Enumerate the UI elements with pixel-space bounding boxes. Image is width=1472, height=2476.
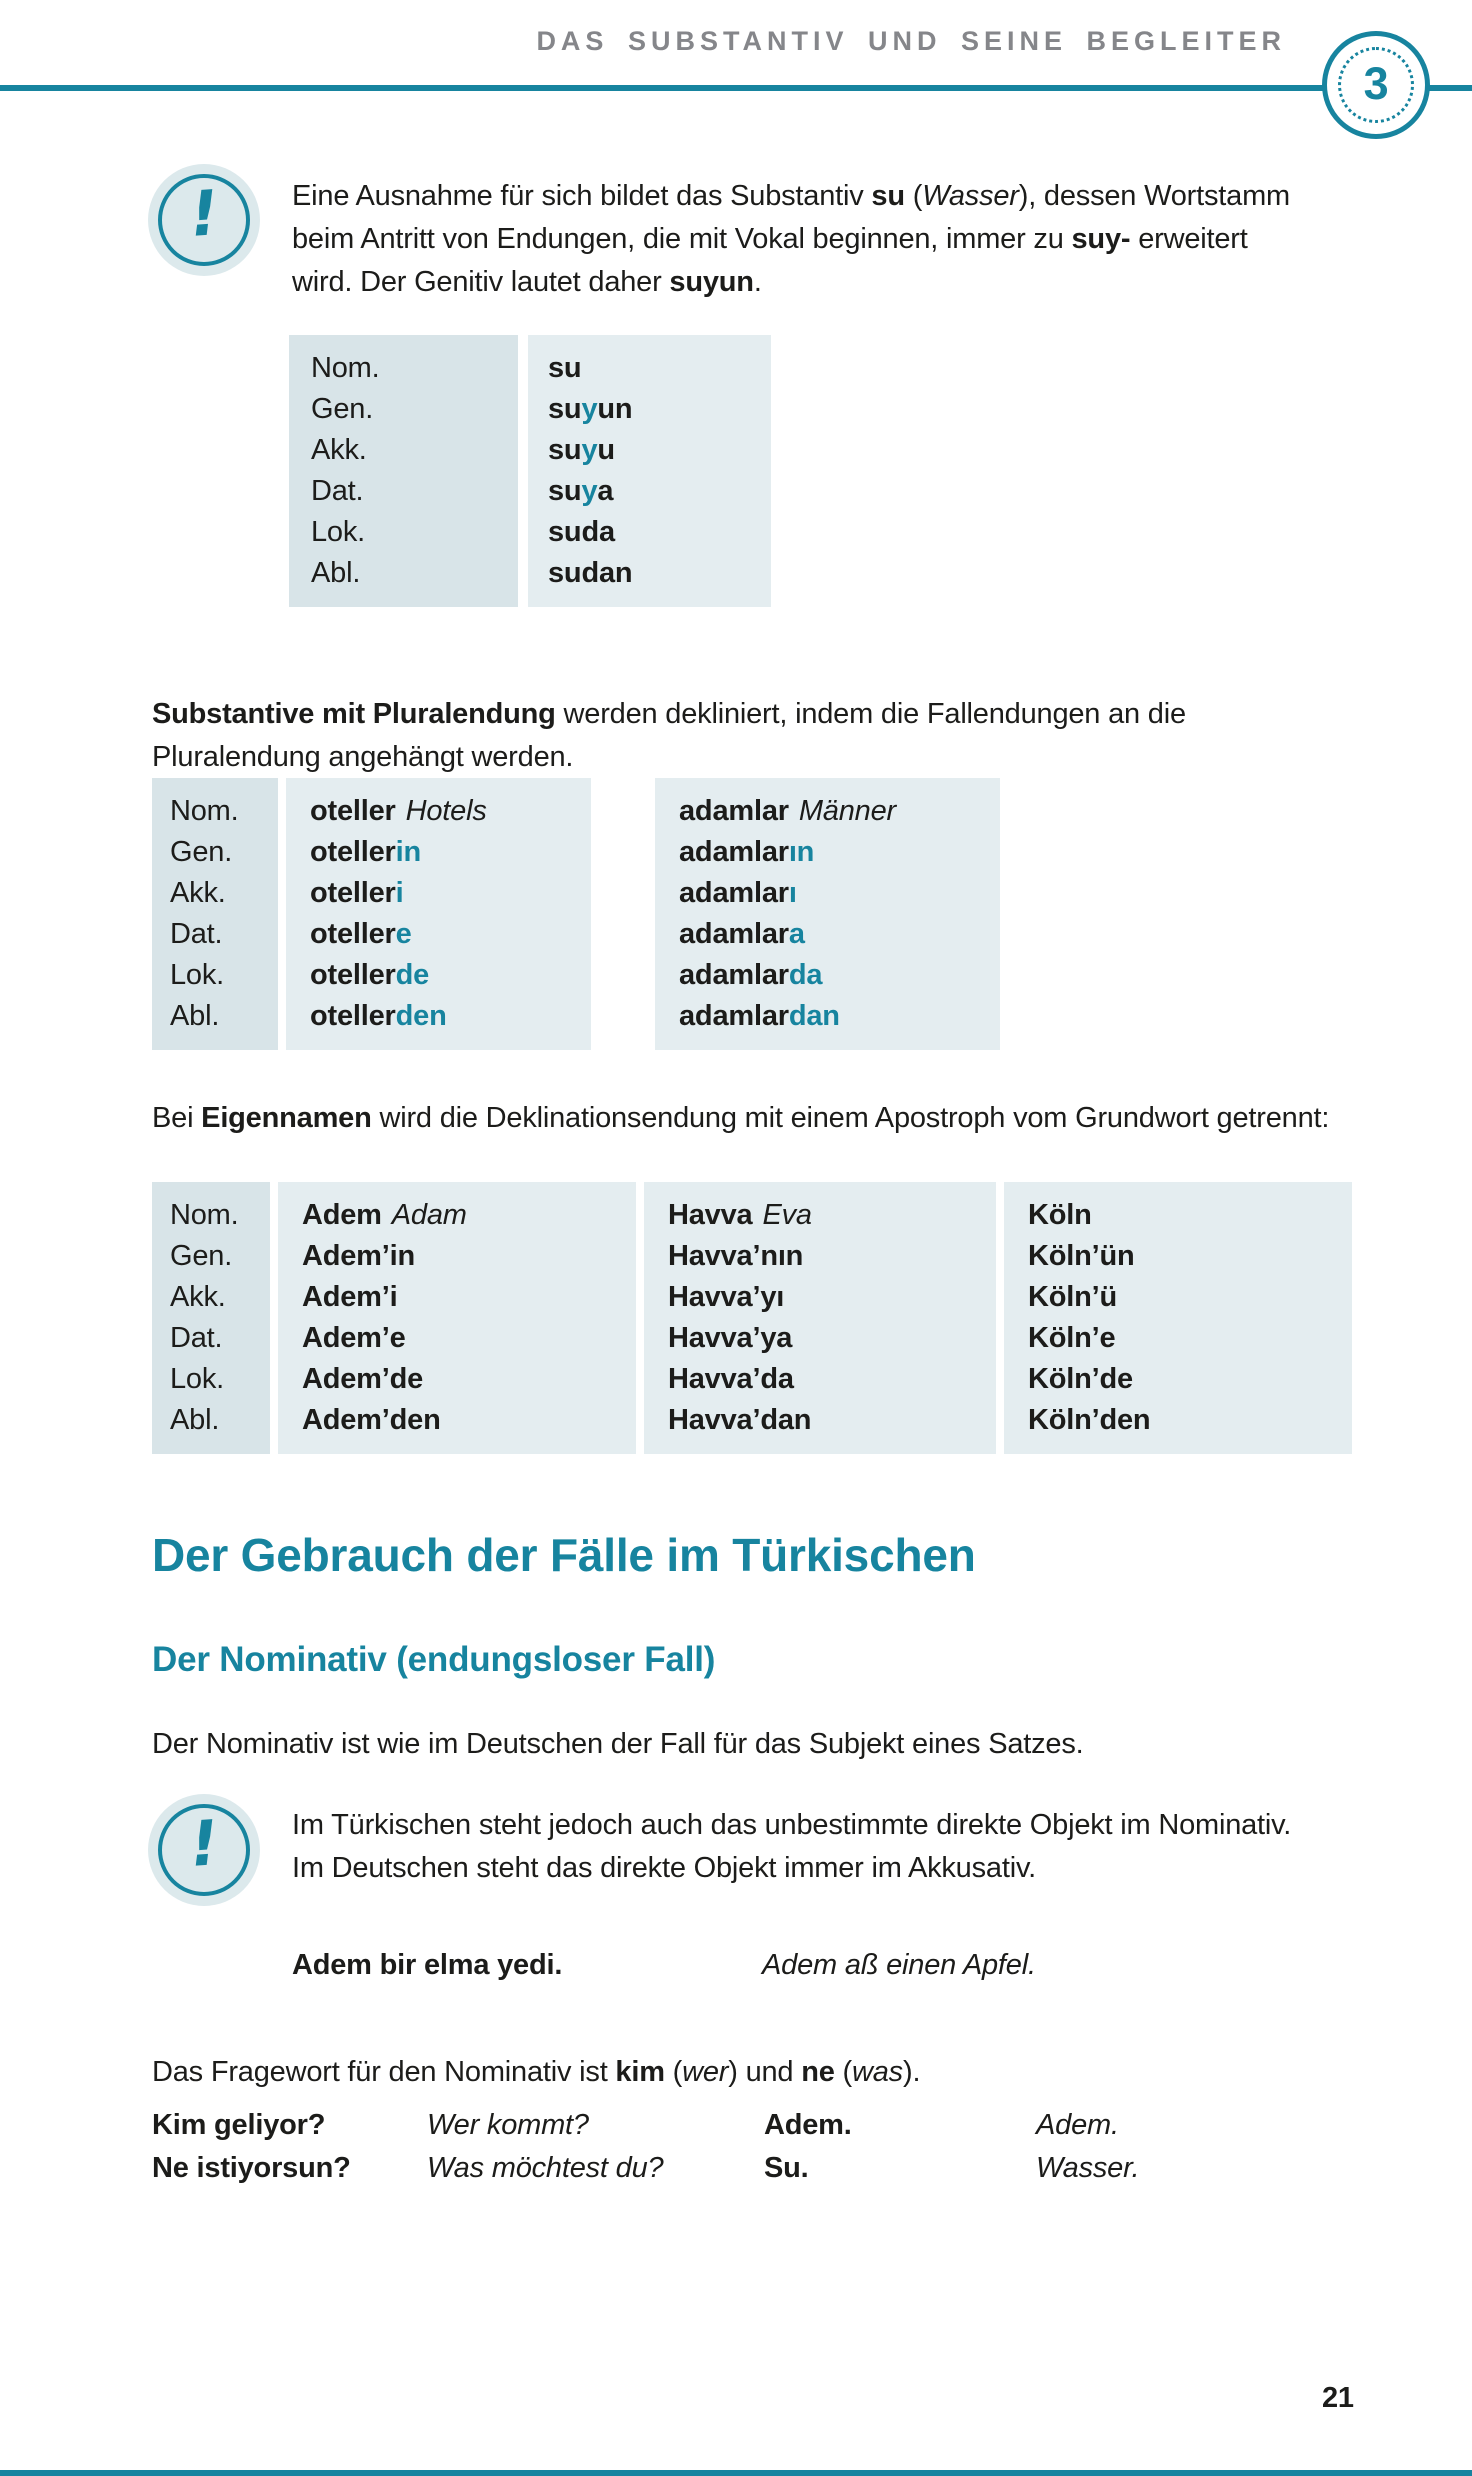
word-cell: Adem’den (302, 1404, 441, 1436)
paragraph-plural-rule: Substantive mit Pluralendung werden dekliniert, indem die Fallendungen an die Pluralendung angehängt werden. (152, 698, 1186, 773)
word-cell: otellerden (310, 1000, 447, 1032)
qa-german-question: Wer kommt? (427, 2109, 589, 2141)
word-cell: Havva’nın (668, 1240, 804, 1272)
word-column-koeln (1004, 1182, 1352, 1454)
word-column-adamlar (655, 778, 1000, 1050)
word-cell: adamlar Männer (679, 795, 896, 827)
subsection-heading: Der Nominativ (endungsloser Fall) (152, 1640, 716, 1679)
word-cell: su (548, 352, 582, 384)
qa-turkish-answer: Su. (764, 2152, 809, 2184)
qa-turkish-question: Ne istiyorsun? (152, 2152, 351, 2184)
case-label: Nom. (170, 1199, 239, 1231)
word-cell: Adem’i (302, 1281, 398, 1313)
word-cell: adamlardan (679, 1000, 840, 1032)
word-column-adem (278, 1182, 636, 1454)
example-german: Adem aß einen Apfel. (762, 1949, 1036, 1981)
case-label: Nom. (311, 352, 380, 384)
word-cell: Havva’yı (668, 1281, 785, 1313)
word-column-su (528, 335, 771, 607)
case-label: Lok. (311, 516, 366, 548)
word-column-oteller (286, 778, 591, 1050)
qa-german-answer: Wasser. (1036, 2152, 1140, 2184)
case-label: Dat. (170, 918, 223, 950)
case-label: Akk. (311, 434, 367, 466)
word-cell: Köln’de (1028, 1363, 1133, 1395)
header-rule (0, 85, 1472, 91)
word-cell: Köln’e (1028, 1322, 1116, 1354)
word-cell: Adem’de (302, 1363, 424, 1395)
case-label: Abl. (311, 557, 361, 589)
qa-turkish-answer: Adem. (764, 2109, 852, 2141)
word-cell: Havva Eva (668, 1199, 812, 1231)
word-column-havva (644, 1182, 996, 1454)
paragraph-nominativ-intro: Der Nominativ ist wie im Deutschen der Fall für das Subjekt eines Satzes. (152, 1728, 1084, 1760)
paragraph-question-words: Das Fragewort für den Nominativ ist kim (wer) und ne (was). (152, 2056, 921, 2088)
example-turkish: Adem bir elma yedi. (292, 1949, 563, 1981)
word-cell: Köln’ün (1028, 1240, 1135, 1272)
exclamation-icon (148, 1794, 260, 1906)
word-cell: adamların (679, 836, 815, 868)
case-label: Dat. (311, 475, 364, 507)
word-cell: otellerin (310, 836, 422, 868)
declension-table-plural (152, 778, 1000, 1050)
word-cell: adamlarda (679, 959, 823, 991)
qa-german-answer: Adem. (1036, 2109, 1119, 2141)
exclamation-glyph: ! (187, 176, 221, 251)
qa-example-table (152, 2104, 1402, 2190)
case-label: Gen. (170, 1240, 233, 1272)
exclamation-icon (148, 164, 260, 276)
word-cell: Adem’e (302, 1322, 406, 1354)
chapter-header-title: DAS SUBSTANTIV UND SEINE BEGLEITER (536, 26, 1286, 56)
declension-table-su (289, 335, 771, 607)
case-label-column (289, 335, 518, 607)
word-cell: Havva’da (668, 1363, 794, 1395)
case-label: Abl. (170, 1000, 220, 1032)
page-number: 21 (1322, 2382, 1354, 2414)
case-label-column (152, 778, 278, 1050)
example-sentence-row (762, 1944, 1036, 1987)
word-cell: suyu (548, 434, 615, 466)
case-label-column (152, 1182, 270, 1454)
chapter-number: 3 (1363, 58, 1389, 109)
chapter-number-badge (1322, 31, 1430, 139)
word-cell: otellere (310, 918, 412, 950)
exclamation-glyph: ! (187, 1806, 221, 1881)
word-cell: Adem Adam (302, 1199, 467, 1231)
declension-table-names (152, 1182, 1352, 1454)
word-cell: Köln’den (1028, 1404, 1151, 1436)
section-heading: Der Gebrauch der Fälle im Türkischen (152, 1529, 976, 1581)
qa-german-question: Was möchtest du? (427, 2152, 664, 2184)
word-cell: Adem’in (302, 1240, 415, 1272)
case-label: Lok. (170, 1363, 225, 1395)
word-cell: Köln (1028, 1199, 1092, 1231)
footer-rule (0, 2470, 1472, 2476)
word-cell: oteller Hotels (310, 795, 487, 827)
word-cell: Köln’ü (1028, 1281, 1118, 1313)
word-cell: suda (548, 516, 615, 548)
case-label: Dat. (170, 1322, 223, 1354)
word-cell: otellerde (310, 959, 430, 991)
case-label: Abl. (170, 1404, 220, 1436)
word-cell: suya (548, 475, 614, 507)
example-sentence-row (292, 1944, 562, 1987)
case-label: Lok. (170, 959, 225, 991)
case-label: Gen. (311, 393, 374, 425)
case-label: Gen. (170, 836, 233, 868)
note-text-su-exception: Eine Ausnahme für sich bildet das Substantiv su (Wasser), dessen Wortstamm beim Antritt von Endungen, die mit Vokal beginnen, immer zu suy- erweitert wird. Der Genitiv lautet daher suyun. (292, 180, 1290, 298)
case-label: Akk. (170, 1281, 226, 1313)
qa-turkish-question: Kim geliyor? (152, 2109, 326, 2141)
case-label: Akk. (170, 877, 226, 909)
word-cell: adamları (679, 877, 797, 909)
word-cell: Havva’ya (668, 1322, 793, 1354)
word-cell: sudan (548, 557, 633, 589)
word-cell: otelleri (310, 877, 404, 909)
word-cell: adamlara (679, 918, 805, 950)
case-label: Nom. (170, 795, 239, 827)
word-cell: Havva’dan (668, 1404, 812, 1436)
note-text-direct-object: Im Türkischen steht jedoch auch das unbestimmte direkte Objekt im Nominativ. Im Deutschen steht das direkte Objekt immer im Akkusativ. (292, 1809, 1292, 1884)
word-cell: suyun (548, 393, 633, 425)
paragraph-proper-names: Bei Eigennamen wird die Deklinationsendung mit einem Apostroph vom Grundwort getrennt: (152, 1102, 1330, 1134)
